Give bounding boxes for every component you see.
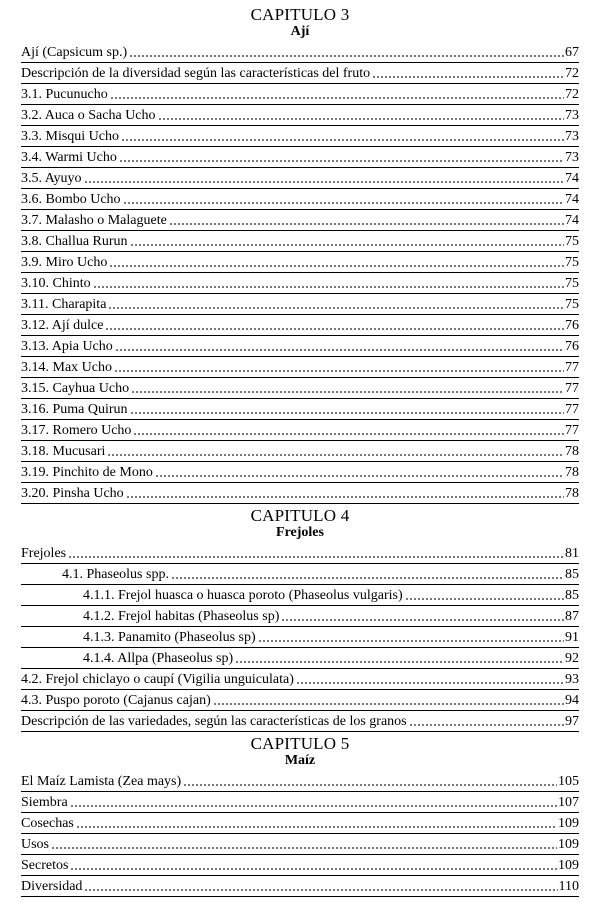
toc-entry-page-number: 94 bbox=[565, 693, 579, 708]
toc-entry-label: 3.18. Mucusari bbox=[21, 444, 106, 459]
chapter-4-entries bbox=[0, 543, 600, 732]
toc-entry bbox=[21, 231, 579, 252]
dot-leader bbox=[115, 348, 564, 352]
toc-entry bbox=[21, 378, 579, 399]
toc-entry-label: Descripción de la diversidad según las características del fruto bbox=[21, 66, 371, 81]
toc-entry-label: 4.1.4. Allpa (Phaseolus sp) bbox=[83, 651, 234, 666]
toc-entry bbox=[21, 105, 579, 126]
dot-leader bbox=[108, 306, 564, 310]
toc-entry-page-number: 77 bbox=[565, 381, 579, 396]
toc-entry-label: Usos bbox=[21, 837, 50, 852]
toc-entry bbox=[21, 855, 579, 876]
toc-entry bbox=[21, 813, 579, 834]
toc-entry-label: 4.3. Puspo poroto (Cajanus cajan) bbox=[21, 693, 211, 708]
dot-leader bbox=[183, 783, 557, 787]
toc-entry bbox=[21, 876, 579, 897]
toc-entry-page-number: 77 bbox=[565, 402, 579, 417]
toc-entry-page-number: 109 bbox=[558, 858, 579, 873]
toc-entry bbox=[21, 147, 579, 168]
toc-entry bbox=[21, 210, 579, 231]
toc-entry bbox=[21, 273, 579, 294]
toc-entry-label: 3.1. Pucunucho bbox=[21, 87, 108, 102]
toc-entry bbox=[21, 252, 579, 273]
toc-entry bbox=[21, 189, 579, 210]
dot-leader bbox=[158, 117, 564, 121]
dot-leader bbox=[169, 222, 564, 226]
dot-leader bbox=[121, 138, 564, 142]
dot-leader bbox=[109, 264, 564, 268]
toc-entry-label: 3.13. Apia Ucho bbox=[21, 339, 113, 354]
dot-leader bbox=[70, 867, 557, 871]
dot-leader bbox=[296, 681, 564, 685]
toc-entry-label: Secretos bbox=[21, 858, 69, 873]
chapter-3-entries bbox=[0, 42, 600, 504]
toc-entry bbox=[21, 168, 579, 189]
chapter-4-heading bbox=[0, 504, 600, 543]
toc-entry-label: Siembra bbox=[21, 795, 68, 810]
toc-entry-page-number: 109 bbox=[558, 837, 579, 852]
toc-entry-label: 3.2. Auca o Sacha Ucho bbox=[21, 108, 156, 123]
toc-entry bbox=[21, 126, 579, 147]
toc-entry-page-number: 92 bbox=[565, 651, 579, 666]
toc-entry-label: Cosechas bbox=[21, 816, 74, 831]
toc-entry bbox=[21, 606, 579, 627]
toc-entry-page-number: 85 bbox=[565, 588, 579, 603]
chapter-title: Frejoles bbox=[276, 525, 324, 540]
dot-leader bbox=[51, 846, 557, 850]
toc-entry-page-number: 76 bbox=[565, 318, 579, 333]
dot-leader bbox=[126, 495, 564, 499]
dot-leader bbox=[171, 576, 564, 580]
toc-entry-page-number: 81 bbox=[565, 546, 579, 561]
toc-entry bbox=[21, 771, 579, 792]
dot-leader bbox=[84, 180, 564, 184]
toc-entry bbox=[21, 711, 579, 732]
dot-leader bbox=[372, 75, 564, 79]
toc-entry-page-number: 75 bbox=[565, 276, 579, 291]
toc-entry-page-number: 74 bbox=[565, 213, 579, 228]
chapter-number: CAPITULO 4 bbox=[250, 506, 350, 525]
dot-leader bbox=[130, 243, 564, 247]
toc-entry-label: Diversidad bbox=[21, 879, 83, 894]
toc-entry-page-number: 76 bbox=[565, 339, 579, 354]
toc-entry-label: 3.14. Max Ucho bbox=[21, 360, 112, 375]
toc-entry-page-number: 97 bbox=[565, 714, 579, 729]
toc-entry bbox=[21, 42, 579, 63]
dot-leader bbox=[70, 804, 557, 808]
toc-entry-label: 4.1.2. Frejol habitas (Phaseolus sp) bbox=[83, 609, 280, 624]
toc-entry bbox=[21, 357, 579, 378]
toc-entry-label: Frejoles bbox=[21, 546, 67, 561]
dot-leader bbox=[105, 327, 564, 331]
toc-entry-page-number: 73 bbox=[565, 129, 579, 144]
toc-entry-label: 3.17. Romero Ucho bbox=[21, 423, 132, 438]
dot-leader bbox=[258, 639, 564, 643]
dot-leader bbox=[133, 432, 564, 436]
toc-entry-page-number: 85 bbox=[565, 567, 579, 582]
toc-entry-page-number: 73 bbox=[565, 108, 579, 123]
toc-entry-label: 4.1.1. Frejol huasca o huasca poroto (Phaseolus vulgaris) bbox=[83, 588, 403, 603]
toc-entry-label: 3.9. Miro Ucho bbox=[21, 255, 108, 270]
dot-leader bbox=[235, 660, 564, 664]
toc-entry-label: El Maíz Lamista (Zea mays) bbox=[21, 774, 182, 789]
toc-entry-page-number: 78 bbox=[565, 486, 579, 501]
toc-entry-page-number: 75 bbox=[565, 234, 579, 249]
toc-entry bbox=[21, 834, 579, 855]
toc-entry-label: 3.7. Malasho o Malaguete bbox=[21, 213, 167, 228]
dot-leader bbox=[129, 54, 564, 58]
toc-entry-page-number: 74 bbox=[565, 192, 579, 207]
toc-entry bbox=[21, 792, 579, 813]
toc-entry bbox=[21, 336, 579, 357]
toc-entry-label: 3.4. Warmi Ucho bbox=[21, 150, 117, 165]
toc-entry-label: 3.15. Cayhua Ucho bbox=[21, 381, 130, 396]
toc-entry bbox=[21, 399, 579, 420]
dot-leader bbox=[110, 96, 564, 100]
toc-entry bbox=[21, 690, 579, 711]
dot-leader bbox=[114, 369, 564, 373]
toc-entry-page-number: 75 bbox=[565, 255, 579, 270]
toc-entry-label: 3.20. Pinsha Ucho bbox=[21, 486, 124, 501]
toc-entry-page-number: 87 bbox=[565, 609, 579, 624]
toc-entry bbox=[21, 294, 579, 315]
toc-entry bbox=[21, 462, 579, 483]
dot-leader bbox=[130, 411, 564, 415]
toc-entry-page-number: 77 bbox=[565, 360, 579, 375]
chapter-title: Ají bbox=[290, 24, 310, 39]
toc-entry-page-number: 78 bbox=[565, 465, 579, 480]
toc-entry bbox=[21, 84, 579, 105]
toc-entry bbox=[21, 483, 579, 504]
toc-entry-label: 4.2. Frejol chiclayo o caupí (Vigilia unguiculata) bbox=[21, 672, 294, 687]
dot-leader bbox=[84, 888, 557, 892]
toc-entry-label: 4.1.3. Panamito (Phaseolus sp) bbox=[83, 630, 256, 645]
toc-entry-label: 4.1. Phaseolus spp. bbox=[62, 567, 169, 582]
toc-entry-page-number: 107 bbox=[558, 795, 579, 810]
toc-entry bbox=[21, 648, 579, 669]
toc-entry-page-number: 72 bbox=[565, 87, 579, 102]
dot-leader bbox=[409, 723, 564, 727]
toc-entry-page-number: 74 bbox=[565, 171, 579, 186]
toc-entry-label: Descripción de las variedades, según las características de los granos bbox=[21, 714, 407, 729]
toc-entry-page-number: 73 bbox=[565, 150, 579, 165]
toc-entry-page-number: 105 bbox=[558, 774, 579, 789]
toc-entry-label: 3.6. Bombo Ucho bbox=[21, 192, 121, 207]
toc-entry bbox=[21, 315, 579, 336]
toc-entry-label: 3.12. Ají dulce bbox=[21, 318, 104, 333]
toc-entry-page-number: 91 bbox=[565, 630, 579, 645]
toc-entry-label: 3.8. Challua Rurun bbox=[21, 234, 128, 249]
toc-entry-page-number: 67 bbox=[565, 45, 579, 60]
toc-entry bbox=[21, 669, 579, 690]
toc-entry bbox=[21, 564, 579, 585]
dot-leader bbox=[213, 702, 564, 706]
dot-leader bbox=[131, 390, 564, 394]
chapter-5-heading bbox=[0, 732, 600, 771]
chapter-number: CAPITULO 3 bbox=[250, 5, 350, 24]
toc-entry bbox=[21, 627, 579, 648]
chapter-5-entries bbox=[0, 771, 600, 897]
toc-entry bbox=[21, 543, 579, 564]
toc-entry bbox=[21, 63, 579, 84]
toc-entry bbox=[21, 420, 579, 441]
chapter-3-heading bbox=[0, 0, 600, 42]
toc-entry-page-number: 93 bbox=[565, 672, 579, 687]
toc-entry-page-number: 72 bbox=[565, 66, 579, 81]
dot-leader bbox=[281, 618, 564, 622]
dot-leader bbox=[93, 285, 564, 289]
toc-entry bbox=[21, 585, 579, 606]
chapter-title: Maíz bbox=[284, 753, 316, 768]
toc-entry-label: 3.19. Pinchito de Mono bbox=[21, 465, 153, 480]
toc-entry-page-number: 109 bbox=[558, 816, 579, 831]
dot-leader bbox=[76, 825, 557, 829]
toc-entry-page-number: 77 bbox=[565, 423, 579, 438]
dot-leader bbox=[123, 201, 564, 205]
dot-leader bbox=[405, 597, 564, 601]
toc-entry-label: 3.3. Misqui Ucho bbox=[21, 129, 119, 144]
dot-leader bbox=[107, 453, 564, 457]
toc-entry-label: 3.5. Ayuyo bbox=[21, 171, 82, 186]
toc-entry-page-number: 78 bbox=[565, 444, 579, 459]
toc-entry-label: 3.16. Puma Quirun bbox=[21, 402, 128, 417]
toc-entry-label: 3.10. Chinto bbox=[21, 276, 91, 291]
dot-leader bbox=[68, 555, 564, 559]
toc-entry-page-number: 75 bbox=[565, 297, 579, 312]
toc-entry-label: Ají (Capsicum sp.) bbox=[21, 45, 128, 60]
chapter-4-section bbox=[0, 504, 600, 732]
toc-entry-page-number: 110 bbox=[558, 879, 579, 894]
chapter-5-section bbox=[0, 732, 600, 897]
dot-leader bbox=[155, 474, 564, 478]
dot-leader bbox=[119, 159, 564, 163]
toc-entry-label: 3.11. Charapita bbox=[21, 297, 107, 312]
chapter-number: CAPITULO 5 bbox=[250, 734, 350, 753]
toc-entry bbox=[21, 441, 579, 462]
